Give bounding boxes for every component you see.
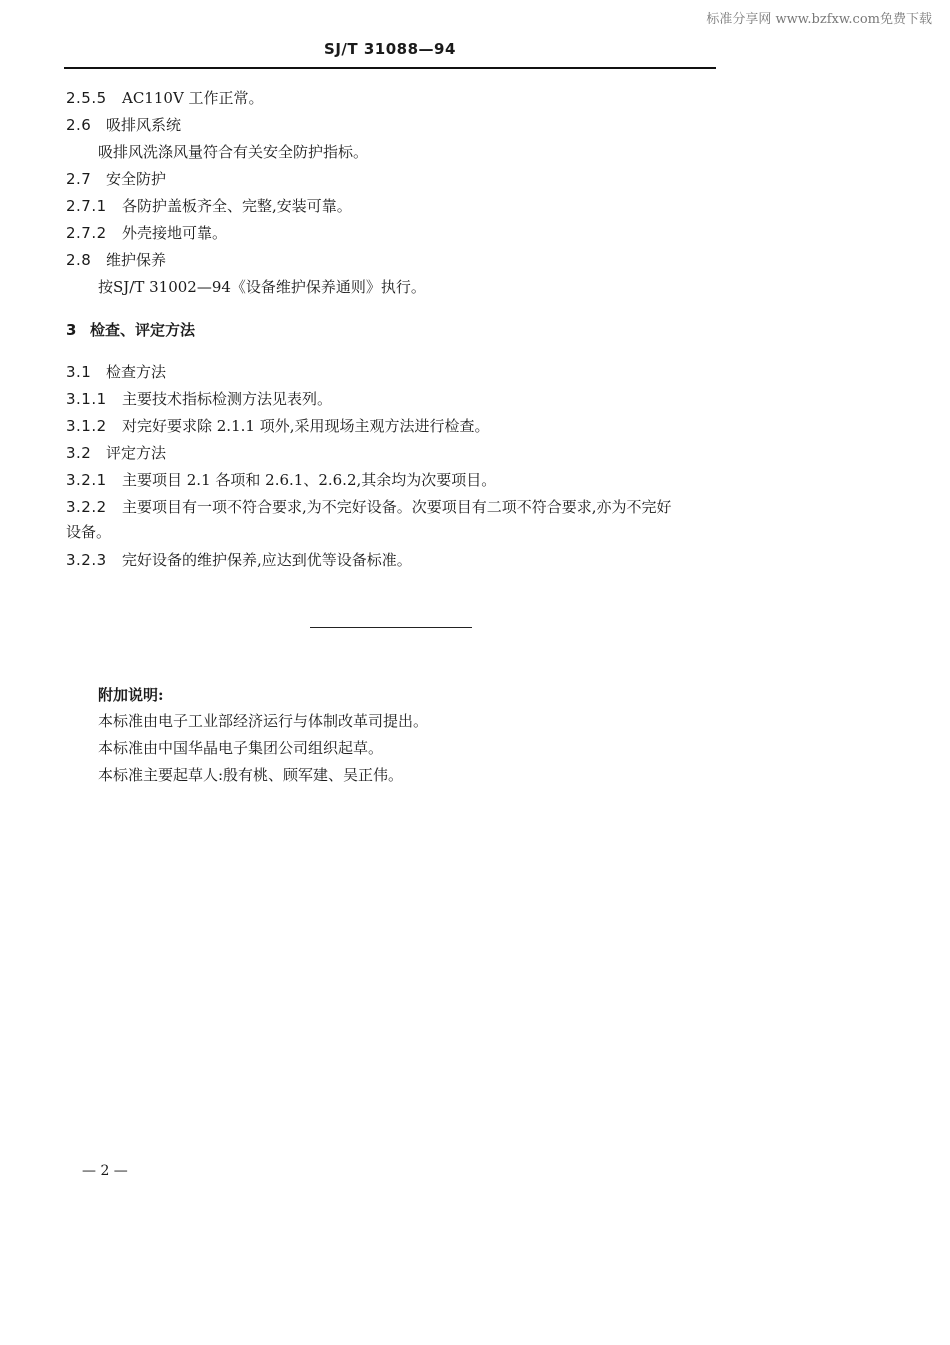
clause-text: 主要项目 2.1 各项和 2.6.1、2.6.2,其余均为次要项目。 — [122, 471, 497, 489]
clause-text: 维护保养 — [106, 251, 167, 269]
clause-3-1-2 — [66, 416, 489, 436]
clause-number: 2.6 — [66, 116, 92, 134]
clause-text: 主要项目有一项不符合要求,为不完好设备。次要项目有二项不符合要求,亦为不完好 — [122, 498, 672, 516]
clause-2-6 — [66, 115, 181, 135]
clause-3-1-1 — [66, 389, 332, 409]
clause-text: 安全防护 — [106, 170, 167, 188]
clause-text: 外壳接地可靠。 — [122, 224, 228, 242]
section-number: 3 — [66, 321, 77, 339]
clause-text: 检查方法 — [106, 363, 167, 381]
end-of-text-rule — [310, 627, 472, 628]
watermark-text: 标准分享网 www.bzfxw.com免费下载 — [706, 12, 932, 27]
clause-text: 吸排风洗涤风量符合有关安全防护指标。 — [98, 143, 369, 161]
clause-text: 对完好要求除 2.1.1 项外,采用现场主观方法进行检查。 — [122, 417, 490, 435]
appendix-line: 本标准主要起草人:殷有桃、顾军建、吴正伟。 — [98, 766, 404, 784]
clause-2-8-body — [98, 277, 426, 297]
page-number: — 2 — — [82, 1163, 128, 1179]
clause-number: 2.7 — [66, 170, 92, 188]
clause-3-2-3 — [66, 550, 412, 570]
appendix-line: 本标准由电子工业部经济运行与体制改革司提出。 — [98, 712, 429, 730]
standard-code-header: SJ/T 31088—94 — [324, 40, 456, 58]
clause-2-8 — [66, 250, 166, 270]
clause-3-2 — [66, 443, 166, 463]
clause-text: 各防护盖板齐全、完整,安装可靠。 — [122, 197, 352, 215]
clause-number: 3.2 — [66, 444, 92, 462]
clause-3-2-2 — [66, 497, 672, 517]
header-rule — [64, 67, 716, 69]
clause-number: 2.8 — [66, 251, 92, 269]
clause-number: 3.2.3 — [66, 551, 107, 569]
appendix-title: 附加说明: — [98, 686, 164, 704]
clause-2-5-5 — [66, 88, 264, 108]
clause-text: 按SJ/T 31002—94《设备维护保养通则》执行。 — [98, 278, 426, 296]
clause-3-1 — [66, 362, 166, 382]
clause-number: 3.2.1 — [66, 471, 107, 489]
section-3-heading — [66, 320, 195, 340]
clause-text: 主要技术指标检测方法见表列。 — [122, 390, 333, 408]
clause-text: 评定方法 — [106, 444, 167, 462]
clause-text: 吸排风系统 — [106, 116, 182, 134]
clause-number: 3.1.1 — [66, 390, 107, 408]
appendix-line: 本标准由中国华晶电子集团公司组织起草。 — [98, 739, 384, 757]
clause-3-2-1 — [66, 470, 496, 490]
clause-2-6-body — [98, 142, 368, 162]
clause-number: 3.1.2 — [66, 417, 107, 435]
clause-text: 完好设备的维护保养,应达到优等设备标准。 — [122, 551, 412, 569]
clause-number: 2.5.5 — [66, 89, 107, 107]
clause-text: 设备。 — [66, 523, 112, 541]
clause-3-2-2-continued — [66, 522, 111, 542]
clause-2-7 — [66, 169, 166, 189]
clause-2-7-1 — [66, 196, 352, 216]
clause-2-7-2 — [66, 223, 227, 243]
clause-number: 3.1 — [66, 363, 92, 381]
clause-number: 2.7.1 — [66, 197, 107, 215]
clause-text: AC110V 工作正常。 — [122, 89, 264, 107]
clause-number: 2.7.2 — [66, 224, 107, 242]
clause-number: 3.2.2 — [66, 498, 107, 516]
section-title: 检查、评定方法 — [90, 321, 196, 339]
